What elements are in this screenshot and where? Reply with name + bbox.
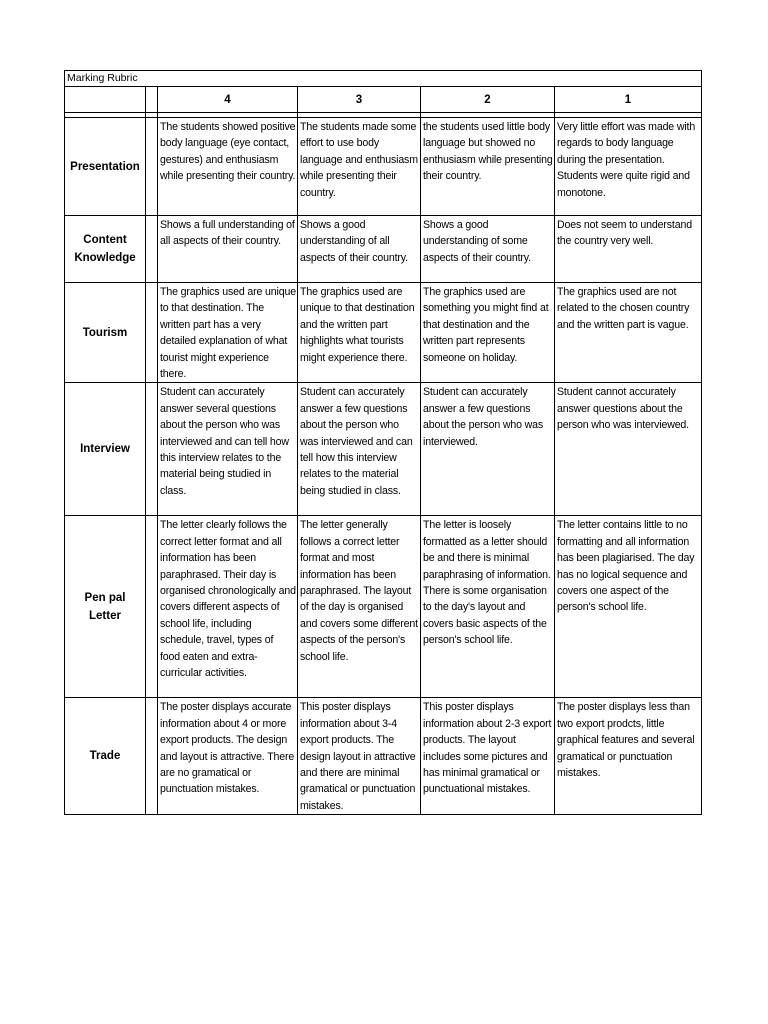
rubric-row-pen-pal-letter xyxy=(65,516,702,698)
descriptor-score-3: The letter generally follows a correct letter format and most information has been paraphrased. The layout of the day is organised and covers some different aspects of the person's school life. xyxy=(298,516,421,698)
rubric-title: Marking Rubric xyxy=(65,71,702,87)
title-row xyxy=(65,71,702,87)
criterion-label: Interview xyxy=(65,383,146,516)
descriptor-score-1: The graphics used are not related to the chosen country and the written part is vague. xyxy=(555,283,702,383)
descriptor-score-3: Student can accurately answer a few questions about the person who was interviewed and can tell how this interview relates to the material being studied in class. xyxy=(298,383,421,516)
rubric-row-interview xyxy=(65,383,702,516)
descriptor-score-4: The letter clearly follows the correct letter format and all information has been paraphrased. Their day is organised chronologically and covers different aspects of school life, including schedule, travel, types of food eaten and extra-curricular activities. xyxy=(158,516,298,698)
criterion-label: Content Knowledge xyxy=(65,216,146,283)
descriptor-score-4: The graphics used are unique to that destination. The written part has a very detailed explanation of what tourist might experience there. xyxy=(158,283,298,383)
score-header-1: 1 xyxy=(555,87,702,113)
rubric-row-content-knowledge xyxy=(65,216,702,283)
row-gap-cell xyxy=(146,383,158,516)
rubric-row-tourism xyxy=(65,283,702,383)
descriptor-score-3: This poster displays information about 3-4 export products. The design layout in attractive and there are minimal gramatical or punctuation mistakes. xyxy=(298,698,421,815)
score-header-2: 2 xyxy=(421,87,555,113)
descriptor-score-2: Shows a good understanding of some aspects of their country. xyxy=(421,216,555,283)
row-gap-cell xyxy=(146,516,158,698)
criterion-label: Presentation xyxy=(65,118,146,216)
descriptor-score-3: The students made some effort to use body language and enthusiasm while presenting their country. xyxy=(298,118,421,216)
descriptor-score-1: Very little effort was made with regards to body language during the presentation. Students were quite rigid and monotone. xyxy=(555,118,702,216)
descriptor-score-1: Does not seem to understand the country very well. xyxy=(555,216,702,283)
descriptor-score-3: The graphics used are unique to that destination and the written part highlights what tourists might experience there. xyxy=(298,283,421,383)
criterion-label: Trade xyxy=(65,698,146,815)
score-header-4: 4 xyxy=(158,87,298,113)
header-gap-cell xyxy=(146,87,158,113)
criterion-label: Pen pal Letter xyxy=(65,516,146,698)
descriptor-score-3: Shows a good understanding of all aspects of their country. xyxy=(298,216,421,283)
descriptor-score-2: The graphics used are something you might find at that destination and the written part represents someone on holiday. xyxy=(421,283,555,383)
score-header-row xyxy=(65,87,702,113)
row-gap-cell xyxy=(146,698,158,815)
marking-rubric-table xyxy=(64,70,702,815)
descriptor-score-4: The poster displays accurate information about 4 or more export products. The design and layout is attractive. There are no gramatical or punctuation mistakes. xyxy=(158,698,298,815)
descriptor-score-1: Student cannot accurately answer questions about the person who was interviewed. xyxy=(555,383,702,516)
row-gap-cell xyxy=(146,118,158,216)
descriptor-score-2: the students used little body language but showed no enthusiasm while presenting their country. xyxy=(421,118,555,216)
row-gap-cell xyxy=(146,283,158,383)
descriptor-score-1: The letter contains little to no formatting and all information has been plagiarised. The day has no logical sequence and covers one aspect of the person's school life. xyxy=(555,516,702,698)
score-header-3: 3 xyxy=(298,87,421,113)
criterion-label: Tourism xyxy=(65,283,146,383)
header-criterion-cell xyxy=(65,87,146,113)
descriptor-score-4: Student can accurately answer several questions about the person who was interviewed and can tell how this interview relates to the material being studied in class. xyxy=(158,383,298,516)
row-gap-cell xyxy=(146,216,158,283)
descriptor-score-2: Student can accurately answer a few questions about the person who was interviewed. xyxy=(421,383,555,516)
descriptor-score-4: The students showed positive body language (eye contact, gestures) and enthusiasm while presenting their country. xyxy=(158,118,298,216)
descriptor-score-4: Shows a full understanding of all aspects of their country. xyxy=(158,216,298,283)
descriptor-score-1: The poster displays less than two export prodcts, little graphical features and several gramatical or punctuation mistakes. xyxy=(555,698,702,815)
descriptor-score-2: The letter is loosely formatted as a letter should be and there is minimal paraphrasing of information. There is some organisation to the day's layout and covers basic aspects of the person's school life. xyxy=(421,516,555,698)
rubric-row-presentation xyxy=(65,118,702,216)
rubric-row-trade xyxy=(65,698,702,815)
descriptor-score-2: This poster displays information about 2-3 export products. The layout includes some pictures and has minimal gramatical or punctuational mistakes. xyxy=(421,698,555,815)
